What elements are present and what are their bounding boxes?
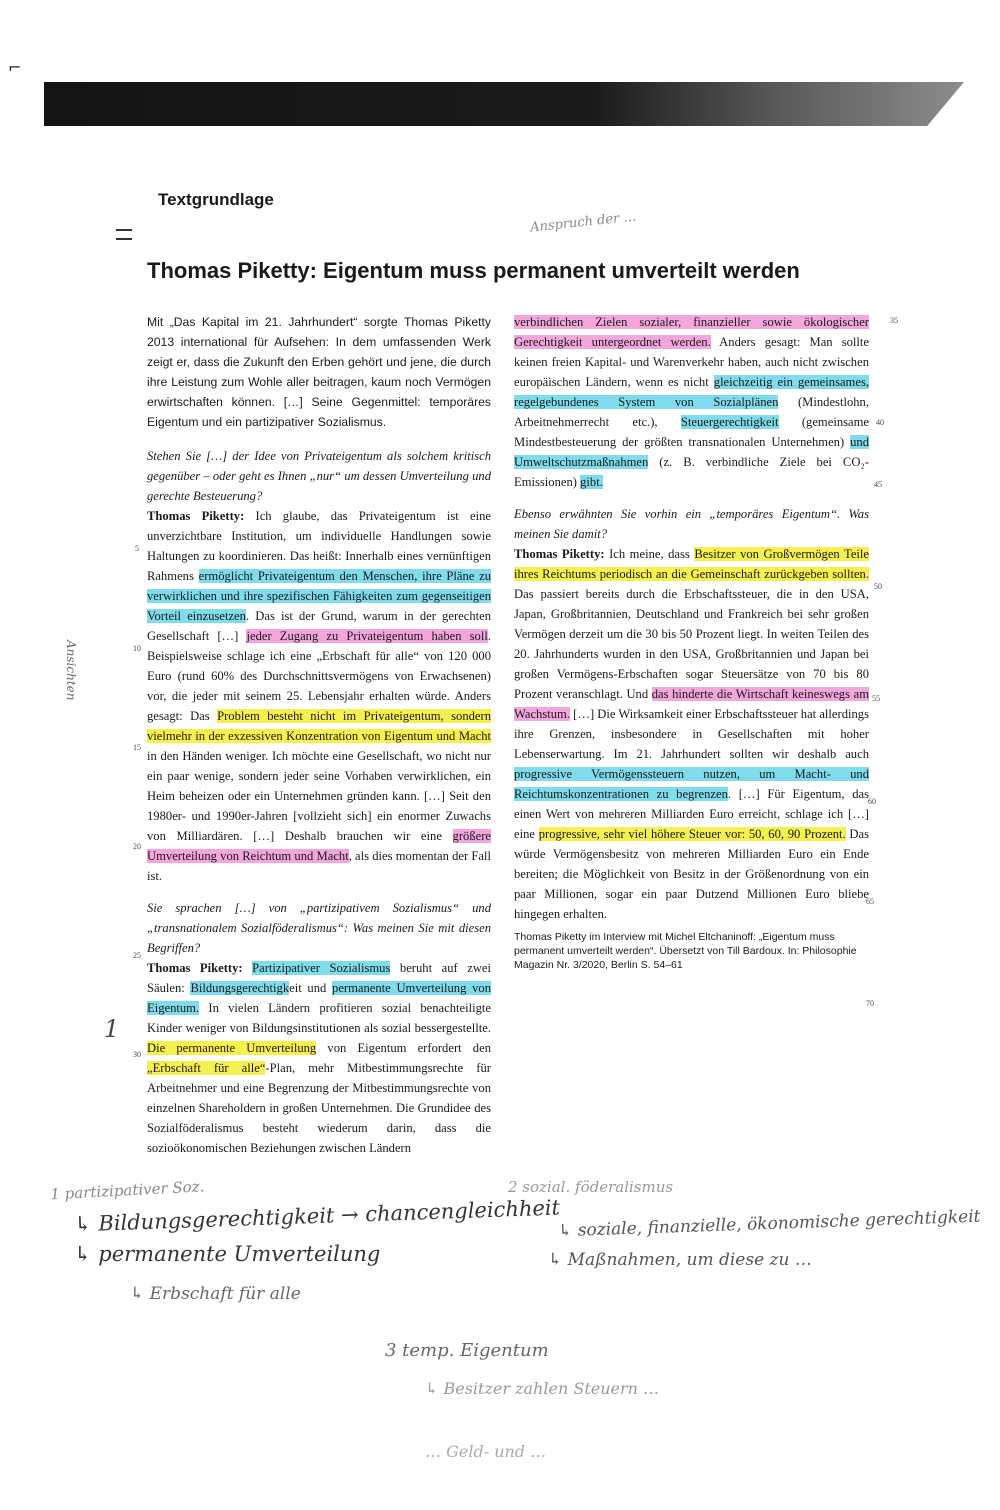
corner-mark: ⌐ [8,58,22,77]
highlight-yellow: progressive, sehr viel höhere Steuer vor: 50, 60, 90 Prozent. [538,827,846,841]
highlight-cyan: progressive Vermögenssteuern nutzen, um Macht- und Reichtumskonzentrationen zu begrenzen [514,767,869,801]
highlight-cyan: und Umweltschutzmaßnahmen [514,435,869,469]
highlight-pink: verbindlichen Zielen sozialer, finanzieller sowie ökologischer Gerechtigkeit untergeordnet werden. [514,315,869,349]
text-column-right [514,312,869,972]
line-number: 45 [874,480,882,489]
line-number: 25 [133,951,141,960]
highlight-cyan: ermöglicht Privateigentum den Menschen, ihre Pläne zu verwirklichen und ihre spezifischen Fähigkeiten zum gegenseitigen Vorteil einzusetzen [147,569,491,623]
section-label: Textgrundlage [158,190,274,209]
line-number: 30 [133,1050,141,1059]
line-number: 60 [868,797,876,806]
highlight-pink: jeder Zugang zu Privateigentum haben soll [246,629,488,643]
handwritten-notes-right: 2 sozial. föderalismus ↳ soziale, finanzielle, ökonomische gerechtigkeit ↳ Maßnahmen, um diese zu … [508,1178,981,1270]
scan-black-bar [44,82,964,126]
highlight-yellow: Besitzer von Großvermögen Teile ihres Reichtums periodisch an die Gemeinschaft zurückgeben sollten. [514,547,869,581]
answer-3: Thomas Piketty: Ich meine, dass Besitzer von Großvermögen Teile ihres Reichtums periodisch an die Gemeinschaft zurückgeben sollten. Das passiert bereits durch die Erbschaftssteuer, die in den USA, Japan, Großbritannien, Deutschland und Frankreich bei sehr großen Vermögen derzeit um die 30 bis 50 Prozent liegt. In weiten Teilen des 20. Jahrhunderts wurden in den USA, Großbritannien und Japan bei großen Vermögens-Erbschaften sogar Steuersätze von 70 bis 80 Prozent veranschlagt. Und das hinderte die Wirtschaft keineswegs am Wachstum. […] Die Wirksamkeit einer Erbschaftssteuer hat allerdings ihre Grenzen, insbesondere in Gesellschaften mit hoher Lebenserwartung. Im 21. Jahrhundert sollten wir deshalb auch progressive Vermögenssteuern nutzen, um Macht- und Reichtumskonzentrationen zu begrenzen. […] Für Eigentum, das einen Wert von mehreren Milliarden Euro erreicht, schlage ich […] eine progressive, sehr viel höhere Steuer vor: 50, 60, 90 Prozent. Das würde Vermögensbesitz von mehreren Milliarden Euro ein Ende bereiten; die Möglichkeit von Besitz in der Größenordnung von ein paar Millionen, sogar ein paar Dutzend Millionen Euro bliebe hingegen erhalten. [514,547,870,921]
handwritten-number: 1 [104,1015,120,1043]
line-number: 35 [890,316,898,325]
highlight-cyan: gleichzeitig ein gemeinsames, regelgebundenes System von Sozialplänen [514,375,869,409]
highlight-cyan: Bildungsgerechtigk [190,981,290,995]
line-number: 40 [876,418,884,427]
line-number: 15 [133,743,141,752]
handwritten-margin-note: Ansichten [64,640,78,701]
handwritten-top-note: Anspruch der … [529,209,637,236]
question-3: Ebenso erwähnten Sie vorhin ein „temporäres Eigentum“. Was meinen Sie damit? [514,507,869,541]
speaker-label: Thomas Piketty: [147,961,243,975]
margin-mark [116,229,132,240]
answer-2-part-2: verbindlichen Zielen sozialer, finanzieller sowie ökologischer Gerechtigkeit untergeordnet werden. Anders gesagt: Man sollte keinen freien Kapital- und Warenverkehr haben, auch nicht zwischen europäischen Ländern, wenn es nicht gleichzeitig ein gemeinsames, regelgebundenes System von Sozialplänen (Mindestlohn, Arbeitnehmerrecht etc.), Steuergerechtigkeit (gemeinsame Mindestbesteuerung der größten transnationalen Unternehmen) und Umweltschutzmaßnahmen (z. B. verbindliche Ziele bei CO₂-Emissionen) gibt. [514,315,870,489]
highlight-pink: das hinderte die Wirtschaft keineswegs am Wachstum. [514,687,869,721]
answer-2-part-1: Thomas Piketty: Partizipativer Sozialismus beruht auf zwei Säulen: Bildungsgerechtigkeit und permanente Umverteilung von Eigentum. In vielen Ländern profitieren sozial benachteiligte Kinder weniger von Bildungsinstitutionen als sozial bessergestellte. Die permanente Umverteilung von Eigentum erfordert den „Erbschaft für alle“-Plan, mehr Mitbestimmungsrechte für Arbeitnehmer und eine Begrenzung der Mitbestimmungsrechte von einzelnen Shareholdern in großen Unternehmen. Die Grundidee des Sozialföderalismus besteht wiederum darin, dass die sozioökonomischen Beziehungen zwischen Ländern [147,961,491,1155]
answer-1: Thomas Piketty: Ich glaube, das Privateigentum ist eine unverzichtbare Institution, um individuelle Handlungen sowie Haltungen zu koordinieren. Das heißt: Innerhalb eines vernünftigen Rahmens ermöglicht Privateigentum den Menschen, ihre Pläne zu verwirklichen und ihre spezifischen Fähigkeiten zum gegenseitigen Vorteil einzusetzen. Das ist der Grund, warum in der gerechten Gesellschaft […] jeder Zugang zu Privateigentum haben soll. Beispielsweise schlage ich eine „Erbschaft für alle“ von 120 000 Euro (rund 60% des Durchschnittsvermögens von Erwachsenen) vor, die jeder mit seinem 25. Lebensjahr erhalten würde. Anders gesagt: Das Problem besteht nicht im Privateigentum, sondern vielmehr in der exzessiven Konzentration von Eigentum und Macht in den Händen weniger. Ich möchte eine Gesellschaft, wo nicht nur ein paar wenige, sondern jeder seine Vorhaben verwirklichen, ein Heim beheizen oder ein Unternehmen gründen kann. […] Seit den 1980er- und 1990er-Jahren [vollzieht sich] ein enormer Zuwachs von Milliardären. […] Deshalb brauchen wir eine größere Umverteilung von Reichtum und Macht, als dies momentan der Fall ist. [147,509,491,883]
highlight-yellow: „Erbschaft für alle“ [147,1061,266,1075]
line-number: 10 [133,644,141,653]
line-number: 55 [872,694,880,703]
line-number: 65 [866,897,874,906]
highlight-cyan: Partizipativer Sozialismus [252,961,391,975]
highlight-yellow: Problem besteht nicht im Privateigentum, sondern vielmehr in der exzessiven Konzentration von Eigentum und Macht [147,709,491,743]
article-title: Thomas Piketty: Eigentum muss permanent umverteilt werden [147,258,800,283]
highlight-pink: größere Umverteilung von Reichtum und Macht [147,829,491,863]
text-column-left [147,312,491,1158]
highlight-cyan: permanente Umverteilung von Eigentum. [147,981,491,1015]
line-number: 20 [133,842,141,851]
line-number: 5 [135,544,139,553]
intro-paragraph: Mit „Das Kapital im 21. Jahrhundert“ sorgte Thomas Piketty 2013 international für Aufsehen: In dem umfassenden Werk zeigt er, dass die Zukunft den Erben gehört und jene, die durch ihre Leistung zum Wohle aller beitragen, kaum noch Vermögen erwirtschaften können. […] Seine Gegenmittel: temporäres Eigentum und ein partizipativer Sozialismus. [147,315,491,429]
highlight-yellow: Die permanente Umverteilung [147,1041,317,1055]
highlight-cyan: Steuergerechtigkeit [680,415,779,429]
line-number: 50 [874,582,882,591]
handwritten-notes-left: 1 partizipativer Soz. ↳ Bildungsgerechtigkeit → chancengleichheit ↳ permanente Umverteilung ↳ Erbschaft für alle [49,1177,561,1304]
source-citation: Thomas Piketty im Interview mit Michel Eltchaninoff: „Eigentum muss permanent umverteilt werden“. Übersetzt von Till Bardoux. In: Philosophie Magazin Nr. 3/2020, Berlin S. 54–61 [514,931,857,971]
handwritten-notes-center: 3 temp. Eigentum ↳ Besitzer zahlen Steuern … … Geld- und … [385,1340,660,1461]
speaker-label: Thomas Piketty: [514,547,605,561]
highlight-cyan: gibt. [580,475,603,489]
question-2: Sie sprachen […] von „partizipativem Sozialismus“ und „transnationalem Sozialföderalismus“: Was meinen Sie mit diesen Begriffen? [147,901,491,955]
line-number: 70 [866,999,874,1008]
speaker-label: Thomas Piketty: [147,509,245,523]
question-1: Stehen Sie […] der Idee von Privateigentum als solchem kritisch gegenüber – oder geht es Ihnen „nur“ um dessen Umverteilung und gerechte Besteuerung? [147,449,491,503]
